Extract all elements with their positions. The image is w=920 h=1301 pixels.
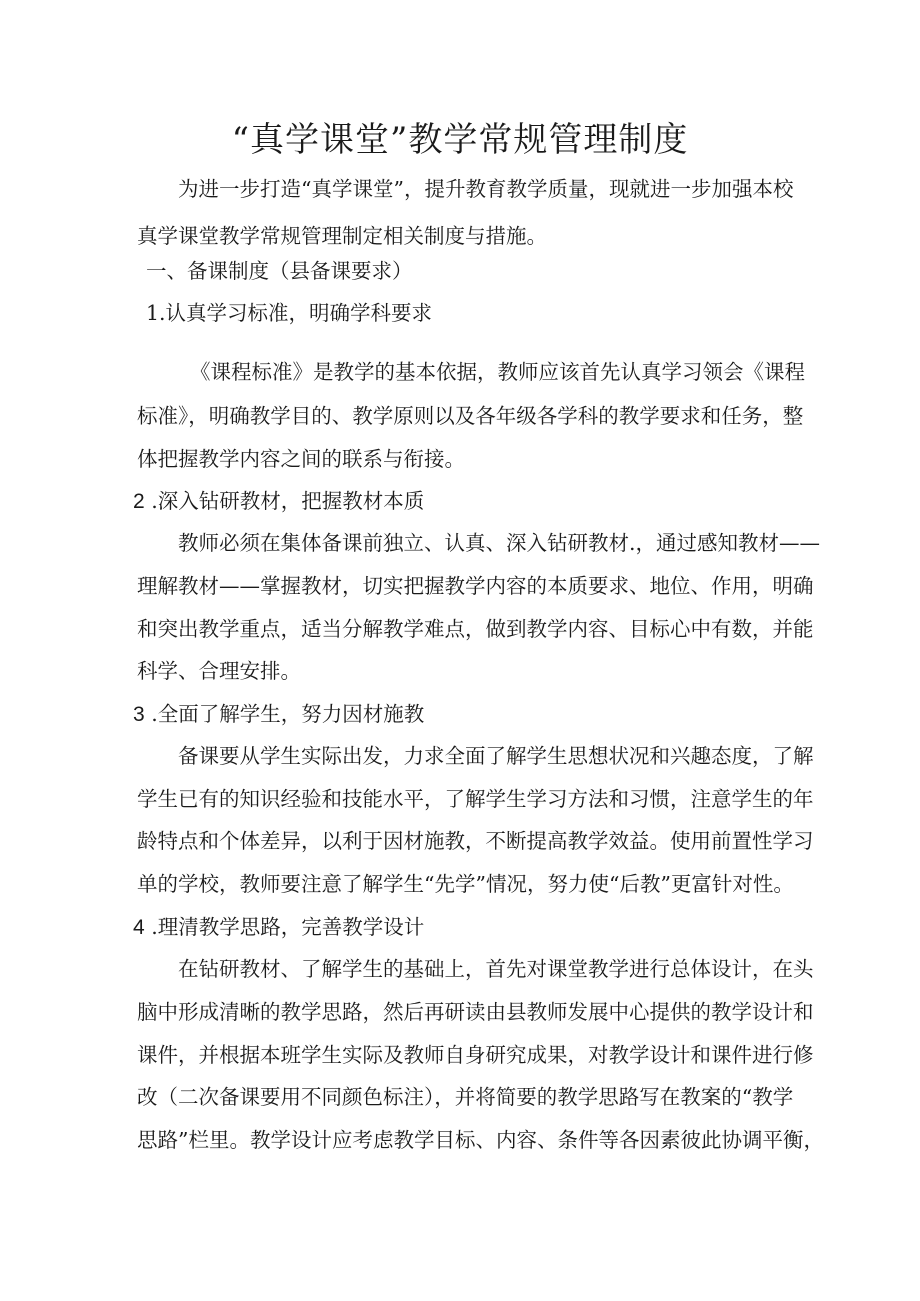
item2-heading <box>133 491 424 512</box>
item4-heading <box>133 917 424 938</box>
item2-number: 2 <box>133 490 145 513</box>
item4-line-2: 脑中形成清晰的教学思路，然后再研读由县教师发展中心提供的教学设计和 <box>137 1000 814 1024</box>
item1-line-3: 体把握教学内容之间的联系与衔接。 <box>137 447 465 471</box>
item4-line-5: 思路”栏里。教学设计应考虑教学目标、内容、条件等各因素彼此协调平衡， <box>137 1128 824 1152</box>
item2-line-4: 科学、合理安排。 <box>137 659 301 683</box>
item4-line-1: 在钻研教材、了解学生的基础上，首先对课堂教学进行总体设计，在头 <box>178 957 814 981</box>
item1-line-1: 《课程标准》是教学的基本依据，教师应该首先认真学习领会《课程 <box>190 360 805 384</box>
item3-heading <box>133 704 424 725</box>
item4-heading-text: .理清教学思路，完善教学设计 <box>151 915 425 939</box>
item3-line-3: 龄特点和个体差异，以利于因材施教，不断提高教学效益。使用前置性学习 <box>137 829 814 853</box>
item3-number: 3 <box>133 703 145 726</box>
item1-heading: 1.认真学习标准，明确学科要求 <box>146 301 433 325</box>
item4-line-4: 改（二次备课要用不同颜色标注），并将简要的教学思路写在教案的“教学 <box>137 1085 794 1109</box>
item3-line-2: 学生已有的知识经验和技能水平，了解学生学习方法和习惯，注意学生的年 <box>137 787 814 811</box>
item4-number: 4 <box>133 916 145 939</box>
item4-line-3: 课件，并根据本班学生实际及教师自身研究成果，对教学设计和课件进行修 <box>137 1043 814 1067</box>
section1-heading: 一、备课制度（县备课要求） <box>146 259 413 283</box>
item2-heading-text: .深入钻研教材，把握教材本质 <box>151 489 425 513</box>
item3-heading-text: .全面了解学生，努力因材施教 <box>151 702 425 726</box>
document-title: “真学课堂”教学常规管理制度 <box>231 120 689 160</box>
item2-line-1: 教师必须在集体备课前独立、认真、深入钻研教材.，通过感知教材—— <box>178 531 821 555</box>
item1-line-2: 标准》，明确教学目的、教学原则以及各年级各学科的教学要求和任务，整 <box>137 404 804 428</box>
intro-line-2: 真学课堂教学常规管理制定相关制度与措施。 <box>137 224 547 248</box>
item2-line-2: 理解教材——掌握教材，切实把握教学内容的本质要求、地位、作用，明确 <box>137 574 814 598</box>
item3-line-1: 备课要从学生实际出发，力求全面了解学生思想状况和兴趣态度，了解 <box>178 744 814 768</box>
intro-line-1: 为进一步打造“真学课堂”，提升教育教学质量，现就进一步加强本校 <box>178 177 794 201</box>
item3-line-4: 单的学校，教师要注意了解学生“先学”情况，努力使“后教”更富针对性。 <box>137 872 794 896</box>
item2-line-3: 和突出教学重点，适当分解教学难点，做到教学内容、目标心中有数，并能 <box>137 617 814 641</box>
